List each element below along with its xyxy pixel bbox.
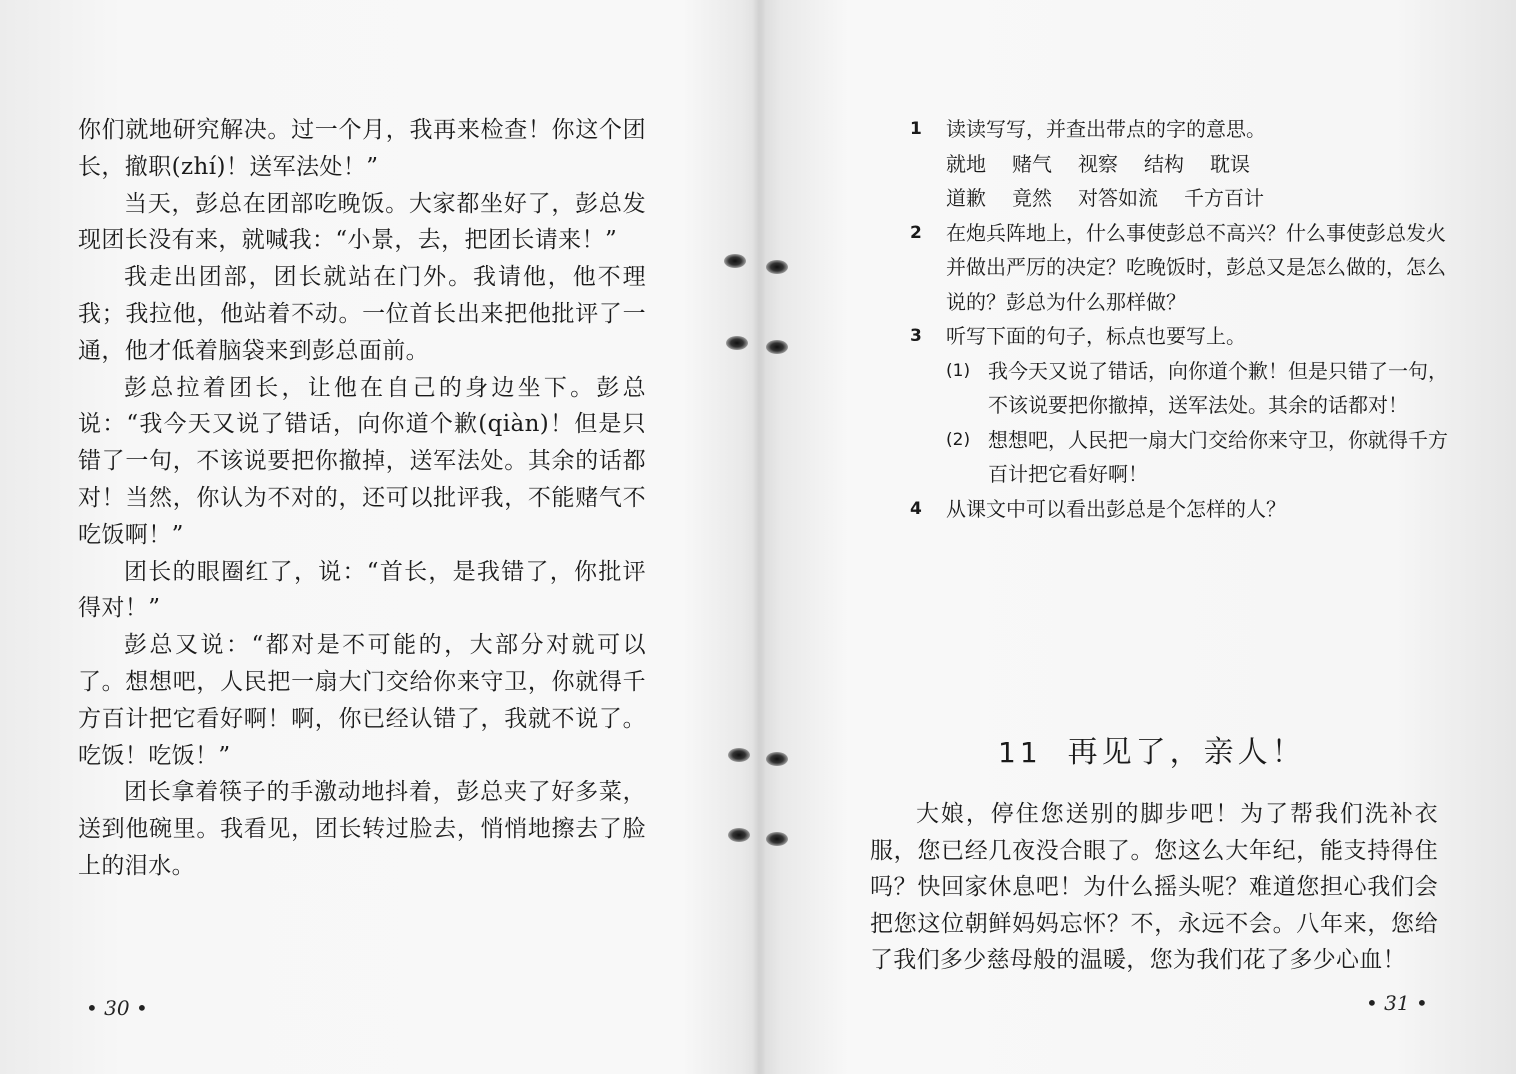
paragraph: 团长拿着筷子的手激动地抖着，彭总夹了好多菜，送到他碗里。我看见，团长转过脸去，悄悄地擦去了脸上的泪水。 — [78, 779, 646, 879]
vocab-row — [910, 147, 1450, 182]
vocab-word: 千方百计 — [1184, 186, 1264, 210]
vocab-word: 耽误 — [1210, 151, 1250, 176]
page-number: • 31 • — [1366, 991, 1428, 1015]
vocab-word: 道歉 — [946, 186, 986, 210]
left-page-body — [78, 112, 646, 885]
exercise-item — [910, 216, 1450, 320]
exercise-text: 听写下面的句子，标点也要写上。 — [946, 324, 1246, 348]
vocab-word: 结构 — [1144, 151, 1184, 176]
lesson-title — [998, 727, 1306, 771]
exercise-item — [910, 112, 1450, 147]
exercise-number: 1 — [910, 119, 922, 139]
exercise-subitem — [910, 354, 1450, 423]
vocab-word: 就地 — [946, 151, 986, 176]
lesson-number: 11 — [998, 736, 1042, 769]
paragraph: 大娘，停住您送别的脚步吧！为了帮我们洗补衣服，您已经几夜没合眼了。您这么大年纪，能支持得住吗？快回家休息吧！为什么摇头呢？难道您担心我们会把您这位朝鲜妈妈忘怀？不，永远不会。八年来，您给了我们多少慈母般的温暖，您为我们花了多少心血！ — [870, 801, 1438, 973]
subitem-text: 我今天又说了错话，向你道个歉！但是只错了一句，不该说要把你撤掉，送军法处。其余的话都对！ — [988, 358, 1448, 417]
subitem-number: (2) — [946, 429, 971, 450]
vocab-word: 视察 — [1078, 151, 1118, 176]
paragraph: 彭总拉着团长，让他在自己的身边坐下。彭总说：“我今天又说了错话，向你道个歉(qiàn)！但是只错了一句，不该说要把你撤掉，送军法处。其余的话都对！当然，你认为不对的，还可以批评我，不能赌气不吃饭啊！” — [78, 374, 646, 548]
exercise-text: 在炮兵阵地上，什么事使彭总不高兴？什么事使彭总发火并做出严厉的决定？吃晚饭时，彭总又是怎么做的，怎么说的？彭总为什么那样做？ — [946, 220, 1446, 314]
exercise-number: 4 — [910, 498, 922, 519]
vocab-word: 竟然 — [1012, 186, 1052, 210]
exercise-number: 2 — [910, 222, 922, 243]
lesson-title-text: 再见了，亲人！ — [1067, 735, 1306, 770]
vocab-row — [910, 181, 1450, 216]
exercise-text: 读读写写，并查出带点的字的意思。 — [946, 117, 1266, 141]
subitem-number: (1) — [946, 360, 971, 381]
exercise-number: 3 — [910, 326, 922, 346]
vocab-word: 对答如流 — [1078, 186, 1158, 210]
paragraph: 你们就地研究解决。过一个月，我再来检查！你这个团长，撤职(zhí)！送军法处！” — [78, 117, 646, 180]
right-page — [758, 0, 1516, 1074]
paragraph: 团长的眼圈红了，说：“首长，是我错了，你批评得对！” — [78, 558, 646, 622]
vocab-word: 赌气 — [1012, 151, 1052, 176]
paragraph: 当天，彭总在团部吃晚饭。大家都坐好了，彭总发现团长没有来，就喊我：“小景，去，把团长请来！” — [78, 190, 646, 254]
page-number: • 30 • — [86, 996, 148, 1020]
exercise-subitem — [910, 423, 1450, 492]
lesson-body — [870, 796, 1438, 979]
subitem-text: 想想吧，人民把一扇大门交给你来守卫，你就得千方百计把它看好啊！ — [988, 427, 1448, 486]
exercise-item — [910, 492, 1450, 527]
exercise-text: 从课文中可以看出彭总是个怎样的人？ — [946, 496, 1286, 521]
paragraph: 我走出团部，团长就站在门外。我请他，他不理我；我拉他，他站着不动。一位首长出来把他批评了一通，他才低着脑袋来到彭总面前。 — [78, 264, 646, 364]
exercise-item — [910, 319, 1450, 354]
exercises-section — [910, 112, 1450, 526]
paragraph: 彭总又说：“都对是不可能的，大部分对就可以了。想想吧，人民把一扇大门交给你来守卫，你就得千方百计把它看好啊！啊，你已经认错了，我就不说了。吃饭！吃饭！” — [78, 632, 646, 769]
